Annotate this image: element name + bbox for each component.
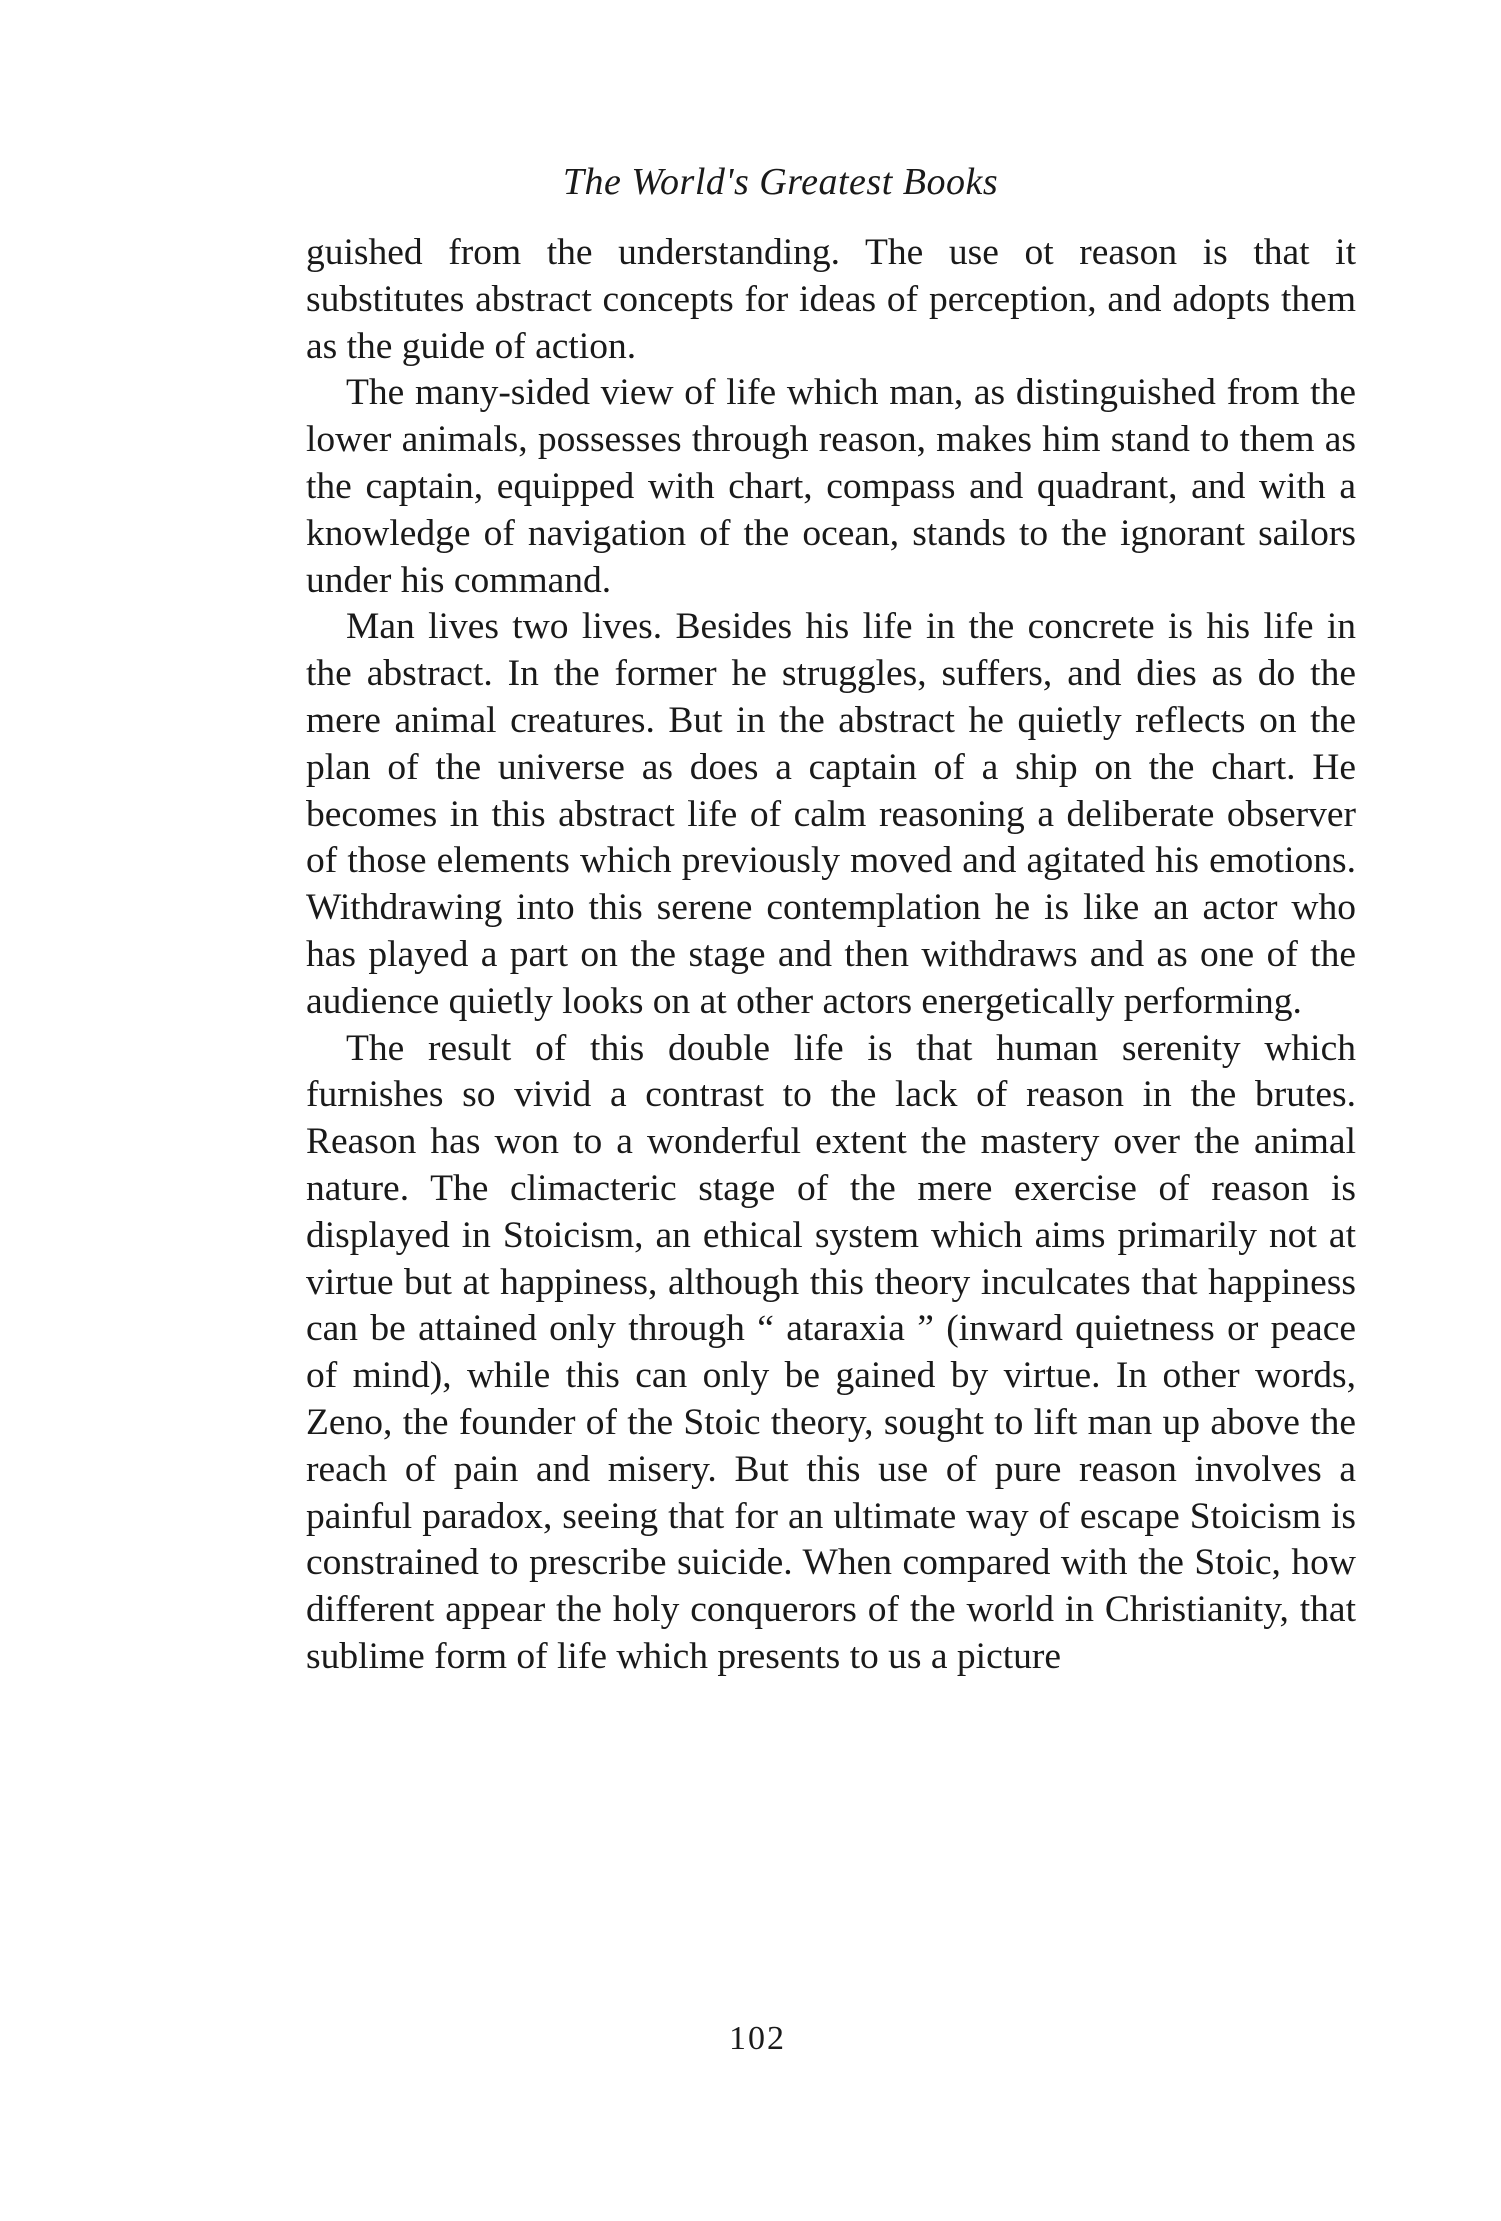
body-text (306, 230, 1356, 1681)
page-number: 102 (729, 2020, 786, 2057)
paragraph-3: Man lives two lives. Besides his life in the concrete is his life in the abstract. In the former he struggles, suffers, and dies as do the mere animal creatures. But in the abstract he quietly reflects on the plan of the universe as does a captain of a ship on the chart. He becomes in this abstract life of calm reasoning a deliberate observer of those elements which previously moved and agitated his emotions. Withdrawing into this serene contemplation he is like an actor who has played a part on the stage and then withdraws and as one of the audience quietly looks on at other actors energetically performing. (306, 606, 1356, 1022)
running-head: The World's Greatest Books (562, 161, 999, 203)
paragraph-1: guished from the understanding. The use ot reason is that it substitutes abstract concepts for ideas of perception, and adopts them as the guide of action. (306, 232, 1356, 367)
paragraph-2: The many-sided view of life which man, as distinguished from the lower animals, possesses through reason, makes him stand to them as the captain, equipped with chart, compass and quadrant, and with a knowledge of navigation of the ocean, stands to the ignorant sailors under his command. (306, 372, 1356, 601)
paragraph-4: The result of this double life is that human serenity which furnishes so vivid a contrast to the lack of reason in the brutes. Reason has won to a wonderful extent the mastery over the animal nature. The climacteric stage of the mere exercise of reason is displayed in Stoicism, an ethical system which aims primarily not at virtue but at happiness, although this theory inculcates that happiness can be attained only through “ ataraxia ” (inward quietness or peace of mind), while this can only be gained by virtue. In other words, Zeno, the founder of the Stoic theory, sought to lift man up above the reach of pain and misery. But this use of pure reason involves a painful paradox, seeing that for an ultimate way of escape Stoicism is constrained to prescribe suicide. When compared with the Stoic, how different appear the holy conquerors of the world in Christianity, that sublime form of life which presents to us a picture (306, 1027, 1356, 1677)
